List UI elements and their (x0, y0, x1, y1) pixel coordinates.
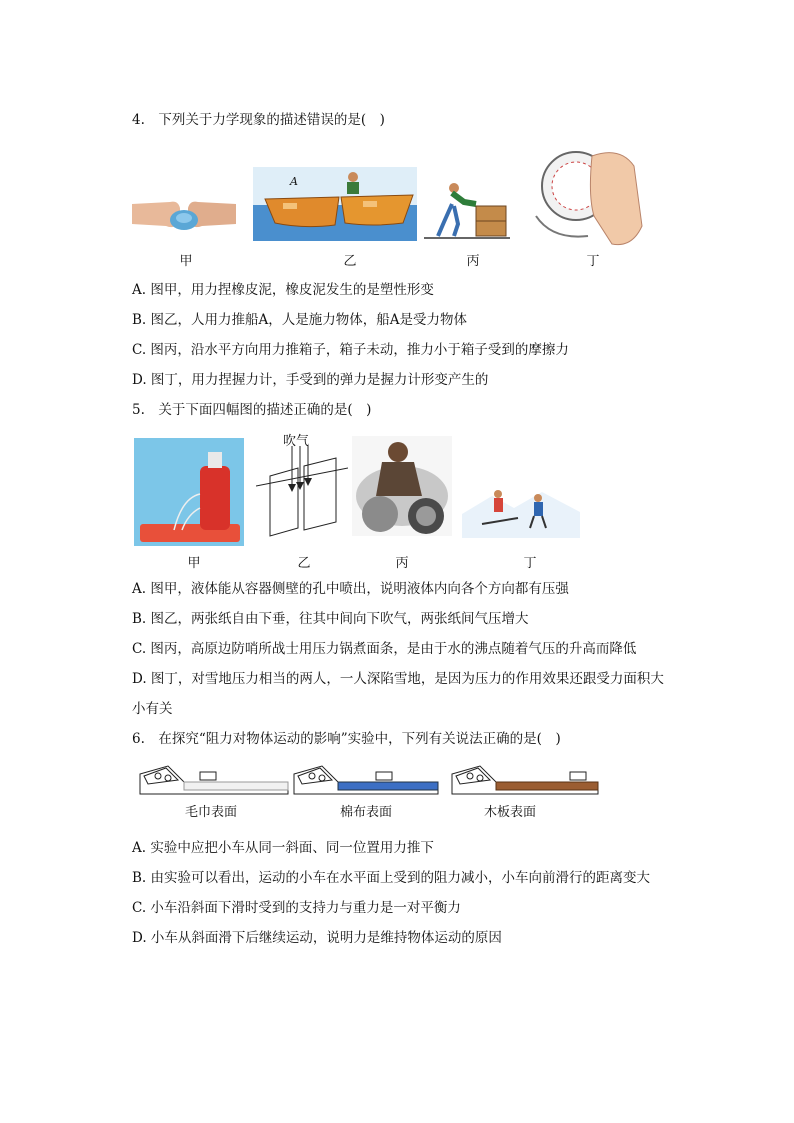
q6-option-c: C. 小车沿斜面下滑时受到的支持力与重力是一对平衡力 (132, 900, 461, 916)
q5-fig-bing (352, 436, 452, 536)
q5-option-b: B. 图乙，两张纸自由下垂，往其中间向下吹气，两张纸间气压增大 (132, 611, 529, 627)
q5-caption-jia: 甲 (187, 556, 201, 571)
q4-fig-yi (253, 167, 417, 241)
q5-caption-bing: 丙 (395, 556, 409, 571)
q5-option-c: C. 图丙，高原边防哨所战士用压力锅煮面条，是由于水的沸点随着气压的升高而降低 (132, 641, 637, 657)
q5-caption-yi: 乙 (297, 556, 311, 571)
q6-fig-towel (138, 758, 290, 798)
q6-caption-wood: 木板表面 (483, 805, 536, 820)
q6-option-a: A. 实验中应把小车从同一斜面、同一位置用力推下 (132, 840, 434, 856)
q6-option-d: D. 小车从斜面滑下后继续运动，说明力是维持物体运动的原因 (132, 930, 502, 946)
q4-caption-ding: 丁 (586, 254, 600, 269)
q4-option-c: C. 图丙，沿水平方向用力推箱子，箱子未动，推力小于箱子受到的摩擦力 (132, 342, 569, 358)
q4-option-a: A. 图甲，用力捏橡皮泥，橡皮泥发生的是塑性形变 (132, 282, 434, 298)
q6-caption-towel: 毛巾表面 (184, 805, 237, 820)
q4-fig-bing (424, 176, 510, 240)
q5-option-d-continued: 小有关 (132, 701, 173, 717)
q5-caption-ding: 丁 (523, 556, 537, 571)
q4-caption-bing: 丙 (466, 254, 480, 269)
q6-caption-cotton: 棉布表面 (339, 805, 392, 820)
q5-option-d: D. 图丁，对雪地压力相当的两人，一人深陷雪地，是因为压力的作用效果还跟受力面积大 (132, 671, 664, 687)
q6-option-b: B. 由实验可以看出，运动的小车在水平面上受到的阻力减小，小车向前滑行的距离变大 (132, 870, 651, 886)
q4-stem: 4. 下列关于力学现象的描述错误的是( ) (132, 112, 385, 128)
q4-option-b: B. 图乙，人用力推船A，人是施力物体，船A是受力物体 (132, 312, 468, 328)
q4-fig-jia (132, 190, 236, 240)
q5-option-a: A. 图甲，液体能从容器侧壁的孔中喷出，说明液体内向各个方向都有压强 (132, 581, 569, 597)
q4-caption-yi: 乙 (343, 254, 357, 269)
q5-fig-ding (462, 478, 580, 538)
q4-fig-ding (532, 136, 644, 250)
q5-stem: 5. 关于下面四幅图的描述正确的是( ) (132, 402, 372, 418)
blow-label: 吹气 (283, 434, 310, 449)
q6-fig-cotton (292, 758, 440, 798)
q5-fig-yi (256, 446, 348, 538)
q6-stem: 6. 在探究“阻力对物体运动的影响”实验中，下列有关说法正确的是( ) (132, 731, 561, 747)
q4-option-d: D. 图丁，用力捏握力计，手受到的弹力是握力计形变产生的 (132, 372, 489, 388)
q6-fig-wood (450, 758, 600, 798)
boat-label-a: A (290, 175, 298, 188)
q4-caption-jia: 甲 (179, 254, 193, 269)
q5-fig-jia (134, 438, 244, 546)
